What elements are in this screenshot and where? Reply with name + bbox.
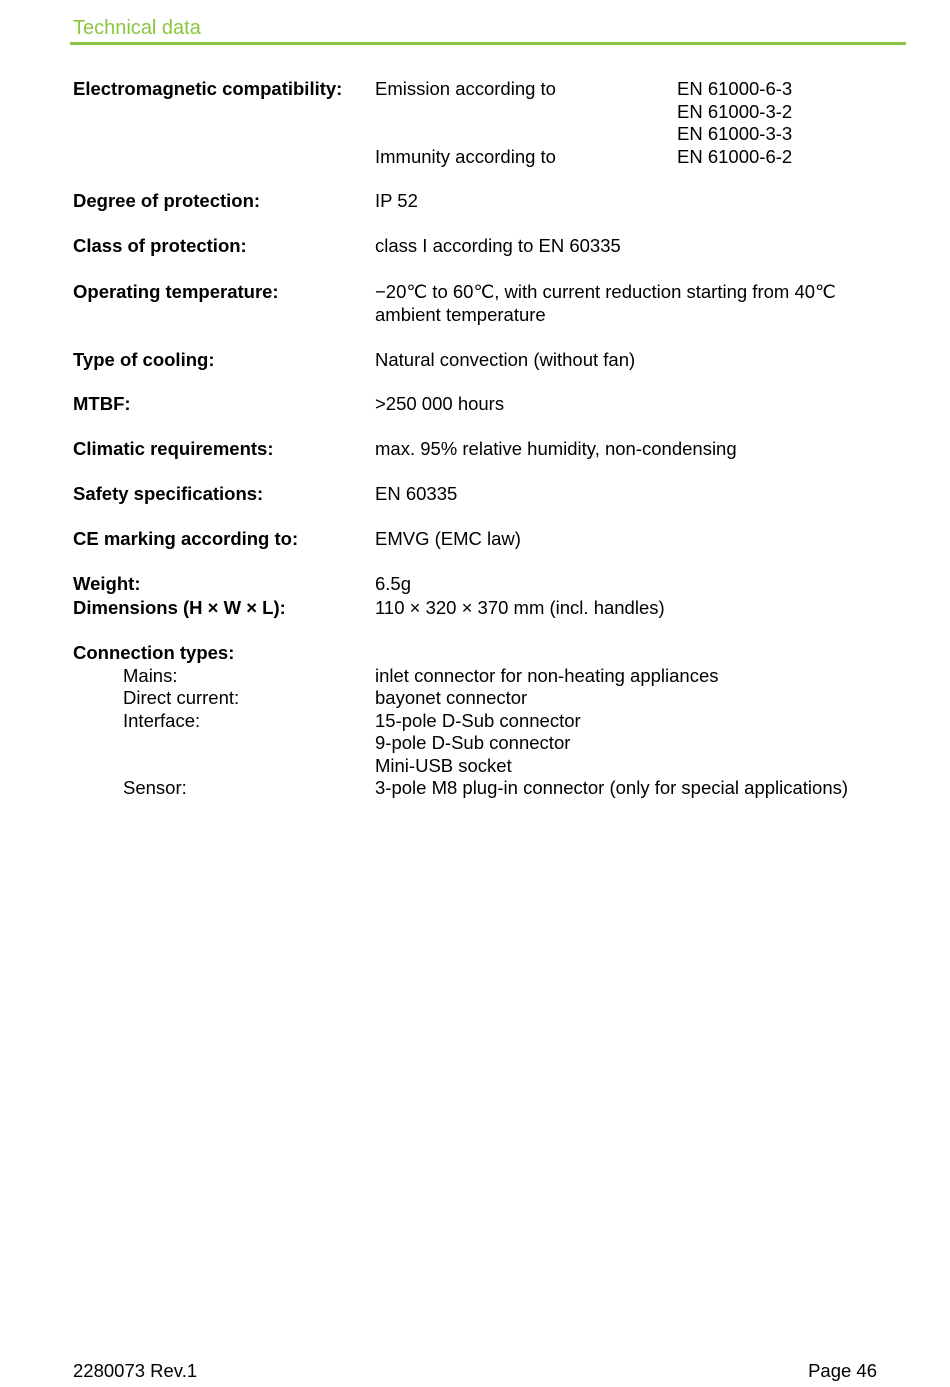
footer-page-number: Page 46 [808, 1360, 877, 1381]
spec-label-weight: Weight: [73, 573, 141, 594]
header-divider [70, 42, 906, 45]
emission-standard-2: EN 61000-3-2 [677, 100, 793, 122]
spec-label-type-of-cooling: Type of cooling: [73, 349, 215, 370]
spec-label-operating-temperature: Operating temperature: [73, 281, 279, 302]
emission-standard-1: EN 61000-6-3 [677, 78, 793, 99]
spec-value-mtbf: >250 000 hours [375, 393, 505, 414]
spec-label-ce-marking: CE marking according to: [73, 528, 299, 549]
connection-value-direct-current: bayonet connector [375, 687, 528, 708]
spec-label-dimensions: Dimensions (H × W × L): [73, 597, 286, 618]
spec-value-degree-of-protection: IP 52 [375, 190, 418, 211]
spec-value-safety-specifications: EN 60335 [375, 483, 458, 504]
connection-label-mains: Mains: [123, 664, 178, 686]
connection-label-sensor: Sensor: [123, 777, 187, 798]
spec-value-dimensions: 110 × 320 × 370 mm (incl. handles) [375, 597, 665, 618]
connection-value-interface-1: 15-pole D-Sub connector [375, 709, 581, 731]
connection-types-label: Connection types: [73, 642, 235, 663]
connection-label-direct-current: Direct current: [123, 687, 240, 708]
emission-standard-3: EN 61000-3-3 [677, 123, 793, 144]
spec-value-class-of-protection: class I according to EN 60335 [375, 235, 621, 256]
spec-value-operating-temperature: −20℃ to 60℃, with current reduction starting from 40℃ [375, 281, 836, 302]
spec-label-climatic-requirements: Climatic requirements: [73, 438, 274, 459]
connection-label-interface: Interface: [123, 709, 201, 731]
connection-value-interface-2: 9-pole D-Sub connector [375, 732, 571, 753]
immunity-standard: EN 61000-6-2 [677, 145, 793, 167]
connection-value-sensor: 3-pole M8 plug-in connector (only for special applications) [375, 777, 849, 798]
footer-document-id: 2280073 Rev.1 [73, 1360, 198, 1381]
emission-label: Emission according to [375, 78, 556, 99]
section-header-title: Technical data [73, 17, 201, 39]
connection-value-interface-3: Mini-USB socket [375, 754, 512, 776]
spec-label-class-of-protection: Class of protection: [73, 235, 247, 256]
spec-label-mtbf: MTBF: [73, 393, 131, 414]
connection-value-mains: inlet connector for non-heating appliances [375, 664, 719, 686]
spec-value-operating-temperature-line2: ambient temperature [375, 303, 546, 325]
spec-value-type-of-cooling: Natural convection (without fan) [375, 349, 636, 370]
spec-value-weight: 6.5g [375, 573, 412, 594]
immunity-label: Immunity according to [375, 145, 556, 167]
spec-label-safety-specifications: Safety specifications: [73, 483, 264, 504]
spec-value-climatic-requirements: max. 95% relative humidity, non-condensing [375, 438, 737, 459]
spec-label-degree-of-protection: Degree of protection: [73, 190, 261, 211]
spec-value-ce-marking: EMVG (EMC law) [375, 528, 521, 549]
emc-label: Electromagnetic compatibility: [73, 78, 343, 99]
